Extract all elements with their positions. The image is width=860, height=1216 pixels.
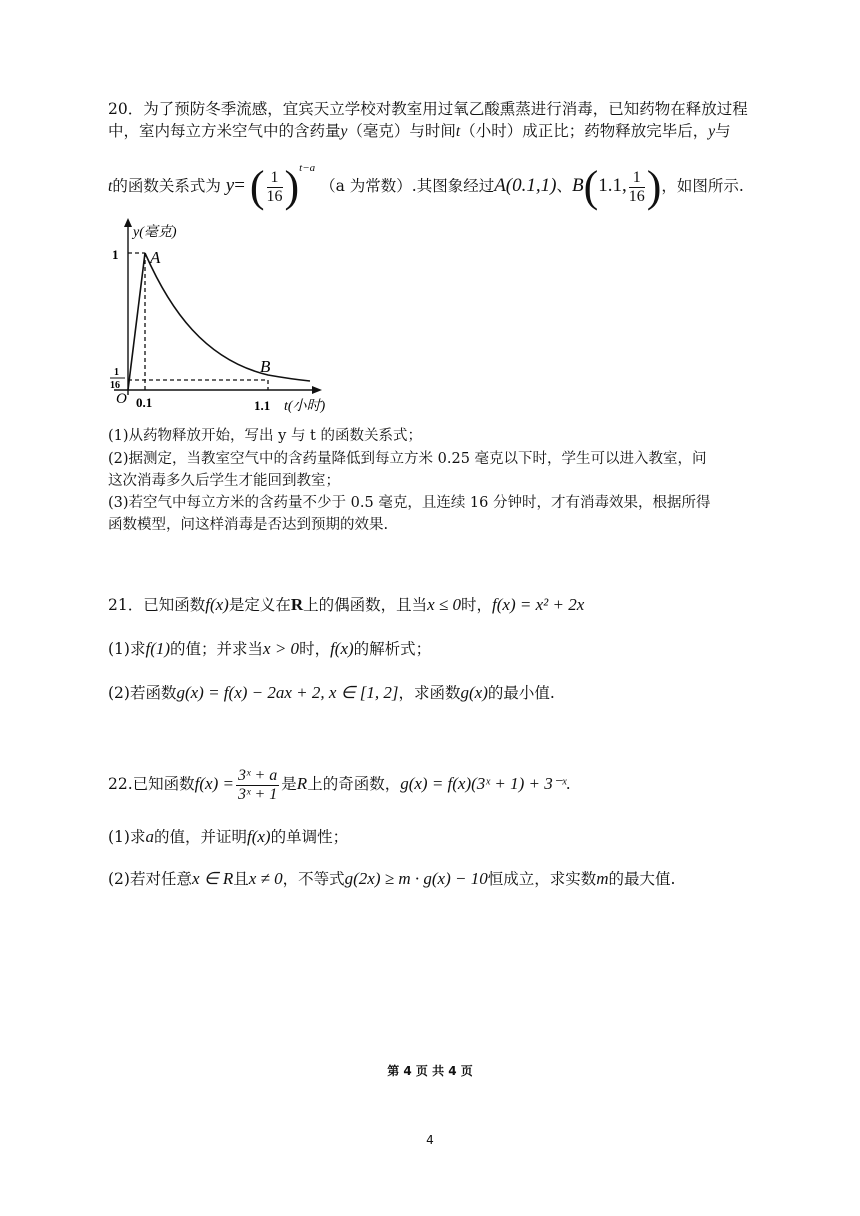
q22-text: (1)求 bbox=[108, 828, 146, 846]
fraction-denominator: 16 bbox=[628, 187, 645, 205]
q20-text: （a 为常数）.其图象经过 bbox=[320, 177, 495, 196]
paren-open: ( bbox=[583, 162, 599, 212]
q21-text: 21．已知函数 bbox=[108, 596, 206, 614]
q20-sub-3b: 函数模型，问这样消毒是否达到预期的效果. bbox=[108, 517, 389, 533]
tick-y-16-den: 16 bbox=[110, 380, 120, 391]
fraction-f bbox=[236, 767, 279, 804]
var-y: y bbox=[708, 123, 716, 140]
q20-sub-2b: 这次消毒多久后学生才能回到教室； bbox=[108, 473, 340, 489]
var-t: t bbox=[108, 178, 113, 196]
q22-text: 且 bbox=[233, 870, 249, 888]
set-r: R bbox=[296, 774, 308, 793]
math-eq: f(x) = x² + 2x bbox=[492, 595, 585, 614]
q21-text: 上的偶函数，且当 bbox=[303, 596, 428, 614]
q22-text: 是 bbox=[281, 775, 297, 793]
label-a: A bbox=[150, 248, 161, 267]
math-cond: x ≤ 0 bbox=[427, 595, 462, 614]
tick-y-1: 1 bbox=[112, 247, 119, 262]
q22-sub-2 bbox=[108, 868, 675, 890]
var-y: y bbox=[340, 123, 348, 140]
q20-line-2 bbox=[108, 120, 731, 143]
q22-line-1 bbox=[108, 762, 571, 806]
point-b-label: B bbox=[571, 175, 584, 197]
decay-graph bbox=[100, 215, 360, 420]
q22-text: 22.已知函数 bbox=[108, 775, 195, 793]
q22-sub-1 bbox=[108, 826, 348, 848]
q21-text: 的最小值. bbox=[487, 684, 555, 702]
page-number: 4 bbox=[426, 1133, 434, 1147]
q21-text: 时， bbox=[299, 640, 331, 658]
point-a: A(0.1,1) bbox=[494, 175, 557, 197]
q21-text: (1)求 bbox=[108, 640, 146, 658]
q21-text: 是定义在 bbox=[228, 596, 291, 614]
q22-text: 上的奇函数， bbox=[307, 775, 401, 793]
fraction-numerator: 1 bbox=[267, 169, 283, 188]
fraction-1-16 bbox=[629, 169, 645, 206]
q20-text: ，如图所示. bbox=[661, 177, 744, 196]
q21-text: 时， bbox=[461, 596, 493, 614]
math-cond: x > 0 bbox=[263, 639, 300, 658]
q20-sub-3a: (3)若空气中每立方米的含药量不少于 0.5 毫克，且连续 16 分钟时，才有消毒效果，根据所得 bbox=[108, 495, 711, 511]
math-ineq: g(2x) ≥ m · g(x) − 10 bbox=[344, 869, 488, 888]
rise-segment bbox=[128, 253, 145, 390]
q21-text: 的值；并求当 bbox=[170, 640, 264, 658]
set-r: R bbox=[290, 595, 304, 614]
q20-text: （小时）成正比；药物释放完毕后， bbox=[460, 122, 709, 140]
tick-y-16-num: 1 bbox=[114, 367, 119, 378]
math-eq: g(x) = f(x) − 2ax + 2, x ∈ [1, 2] bbox=[176, 683, 399, 702]
math-var-m: m bbox=[596, 869, 609, 888]
y-axis-label: y(毫克) bbox=[133, 225, 177, 240]
math-fx: f(x) bbox=[246, 827, 271, 846]
q20-text: 的函数关系式为 bbox=[112, 177, 221, 196]
q20-text: 中，室内每立方米空气中的含药量 bbox=[108, 122, 341, 140]
math-fx: f(x) = bbox=[194, 774, 234, 793]
q20-line-1: 20．为了预防冬季流感，宜宾天立学校对教室用过氧乙酸熏蒸进行消毒，已知药物在释放过程 bbox=[108, 100, 748, 118]
equals: = bbox=[234, 175, 245, 197]
paren-close: ) bbox=[284, 162, 300, 212]
x-axis-arrow bbox=[312, 386, 322, 394]
fraction-denominator: 16 bbox=[266, 187, 283, 205]
q21-text: (2)若函数 bbox=[108, 684, 177, 702]
label-b: B bbox=[260, 357, 271, 376]
q20-line-3 bbox=[108, 160, 744, 212]
math-cond: x ∈ R bbox=[191, 869, 234, 888]
separator: 、 bbox=[556, 177, 572, 196]
math-var-a: a bbox=[145, 827, 154, 846]
exponent: t−a bbox=[299, 162, 316, 174]
q20-text: （毫克）与时间 bbox=[347, 122, 456, 140]
q22-text: 的单调性； bbox=[270, 828, 349, 846]
paren-open: ( bbox=[249, 162, 265, 212]
y-axis-arrow bbox=[124, 218, 132, 227]
var-y: y bbox=[225, 175, 235, 197]
q20-sub-2a: (2)据测定，当教室空气中的含药量降低到每立方米 0.25 毫克以下时，学生可以进入教室，问 bbox=[108, 451, 707, 467]
math-fx: f(x) bbox=[330, 639, 354, 658]
math-g: g(x) = f(x)(3ˣ + 1) + 3⁻ˣ. bbox=[400, 774, 571, 793]
var-t: t bbox=[455, 123, 461, 140]
point-b-x: 1.1, bbox=[598, 175, 627, 197]
q21-sub-2 bbox=[108, 682, 555, 704]
fraction-numerator: 3ˣ + a bbox=[237, 766, 278, 784]
math-fx: f(x) bbox=[205, 595, 229, 614]
decay-curve bbox=[145, 253, 310, 381]
q21-sub-1 bbox=[108, 638, 431, 660]
q21-line-1 bbox=[108, 594, 584, 616]
q21-text: 的解析式； bbox=[353, 640, 432, 658]
q22-text: 的最大值. bbox=[608, 870, 676, 888]
paren-close: ) bbox=[646, 162, 662, 212]
math-gx: g(x) bbox=[460, 683, 488, 702]
page-info: 第 4 页 共 4 页 bbox=[387, 1064, 473, 1078]
fraction-numerator: 1 bbox=[629, 169, 645, 188]
math-cond: x ≠ 0 bbox=[248, 869, 283, 888]
fraction-1-16 bbox=[267, 169, 283, 206]
tick-x-01: 0.1 bbox=[136, 395, 153, 410]
math-f1: f(1) bbox=[145, 639, 171, 658]
fraction-denominator: 3ˣ + 1 bbox=[237, 785, 278, 803]
q22-text: 的值，并证明 bbox=[153, 828, 247, 846]
x-axis-label: t(小时) bbox=[284, 399, 326, 414]
q22-text: (2)若对任意 bbox=[108, 870, 192, 888]
origin-label: O bbox=[116, 391, 127, 407]
q22-text: 恒成立，求实数 bbox=[487, 870, 597, 888]
tick-x-11: 1.1 bbox=[254, 398, 271, 413]
q20-sub-1: (1)从药物释放开始，写出 y 与 t 的函数关系式； bbox=[108, 428, 422, 444]
q20-text: 与 bbox=[715, 122, 731, 140]
q22-text: ，不等式 bbox=[282, 870, 345, 888]
q21-text: ，求函数 bbox=[398, 684, 461, 702]
